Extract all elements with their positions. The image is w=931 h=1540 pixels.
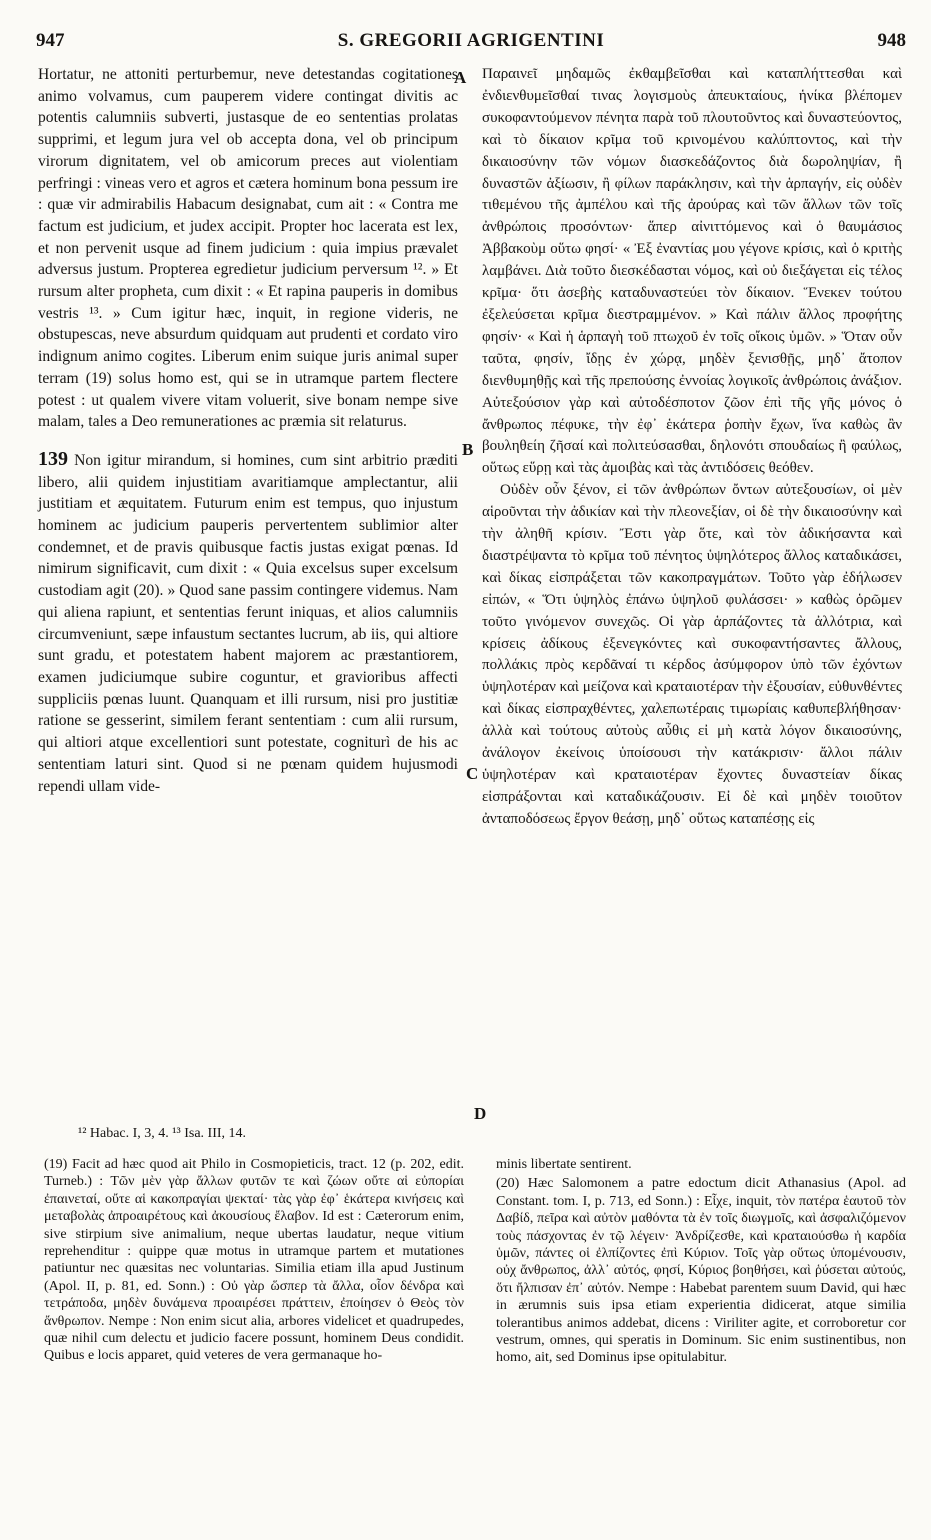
greek-paragraph-1: Παραινεῖ μηδαμῶς ἐκθαμβεῖσθαι καὶ καταπλήττεσθαι καὶ ἐνδιενθυμεῖσθαί τινας λογισμοὺς ἀπευκταίους, ἡνίκα βλέπομεν συκοφαντούμενον πένητα παρὰ τοῦ πλουτοῦντος καὶ δυναστεύοντος, καὶ τὸ δίκαιον κρῖμα τοῦ κρινομένου καλύπτοντος, καὶ τὴν δικαιοσύνην τῶν νόμων διασκεδάζοντος διὰ δωροληψίαν, ἢ δυναστῶν ἀξίωσιν, ἢ φίλων παράκλησιν, καὶ τὴν ἁρπαγήν, εἰς οὐδὲν τιθεμένου τῆς ἀμπέλου καὶ τῆς ἀρούρας καὶ τῶν ἄλλων τῶν τοῖς ἀνθρώποις προσόντων· ἅπερ αἰνιττόμενος καὶ ὁ θαυμάσιος Ἀββακοὺμ οὕτω φησί· « Ἐξ ἐναντίας μου γέγονε κρίσις, καὶ ὁ κριτὴς λαμβάνει. Διὰ τοῦτο διεσκέδασται νόμος, καὶ οὐ διεξάγεται εἰς τέλος κρῖμα· ὅτι ἀσεβὴς καταδυναστεύει τὸν δίκαιον. Ἕνεκεν τούτου ἐξελεύσεται κρῖμα διεστραμμένον. » Καὶ πάλιν ἄλλος προφήτης φησίν· « Καὶ ἡ ἁρπαγὴ τοῦ πτωχοῦ ἐν τοῖς οἴκοις ὑμῶν. » Ὅταν οὖν ταῦτα, φησίν, ἴδῃς ἐν χώρᾳ, μηδὲν ξενισθῇς, μηδ᾽ ἄτοπον διενθυμηθῇς καὶ τῆς πρεπούσης ἐννοίας λογικοῖς ἀνθρώποις ἀνάξιον. Αὐτεξούσιον γὰρ καὶ αὐτοδέσποτον ζῶον ἐπὶ τῆς γῆς μόνος ὁ ἄνθρωπος πέφυκε, τὴν ἐφ᾽ ἑκάτερα ῥοπὴν ἔχων, ἵνα καθὼς ἂν βουληθείη ζῆσαί καὶ πολιτεύσασθαι, δηλονότι σπουδαίως ἢ φαύλως, οὕτως εὕρῃ καὶ τὰς ἀμοιβὰς καὶ τὰς ἀντιδόσεις θεόθεν. xyxy=(482,66,902,477)
latin-column xyxy=(38,64,458,797)
footnote-19: (19) Facit ad hæc quod ait Philo in Cosmopieticis, tract. 12 (p. 202, edit. Turneb.) : Τῶν μὲν γὰρ ἄλλων φυτῶν τε καὶ ζώων οὔτε αἱ εὐπορίαι ἐπαινεταί, οὔτε αἱ κακοπραγίαι ψεκταί· τὰς γὰρ ἐφ᾽ ἑκάτερα κινήσεις καὶ μεταβολὰς ἀπροαιρέτους καὶ ἀκουσίους ἔλαβον. Id est : Cæterorum enim, sive stirpium sive animalium, neque ubertas laudatur, neque vitium reprehenditur : quippe quæ motus in utramque partem et mutationes patiuntur nec quæsitas nec voluntarias. Similia etiam illa apud Justinum (Apol. II, p. 81, ed. Sonn.) : Οὐ γὰρ ὥσπερ τὰ ἄλλα, οἷον δένδρα καὶ τετράποδα, μηδὲν δυνάμενα προαιρέσει πράττειν, ἐποίησεν ὁ Θεὸς τὸν ἄνθρωπον. Nempe : Non enim sicut alia, arbores videlicet et quadrupedes, quæ nihil cum delectu et judicio facere possunt, hominem Deus condidit. Quibus e locis apparet, quid veteres de vera germanaque ho- xyxy=(44,1157,464,1364)
latin-paragraph-2 xyxy=(38,449,458,797)
margin-letter-a: A xyxy=(454,68,467,87)
page-number-right: 948 xyxy=(877,30,906,51)
margin-letter-d: D xyxy=(474,1104,487,1123)
section-number: 139 xyxy=(38,447,68,470)
footnote-20: (20) Hæc Salomonem a patre edoctum dicit Athanasius (Apol. ad Constant. tom. I, p. 713, ed Sonn.) : Εἶχε, inquit, τὸν πατέρα ἑαυτοῦ τὸν Δαβίδ, πεῖρα καὶ αὐτὸν μαθόντα τὰ ἐν τοῖς διωγμοῖς, καὶ ἀσφαλιζόμενον τοὺς πάσχοντας ἐν τῷ λέγειν· Ἀνδρίζεσθε, καὶ κραταιούσθω ἡ καρδία ὑμῶν, πάντες οἱ ἐλπίζοντες ἐπὶ Κύριον. Τοῖς γὰρ οὕτως ὑπομένουσιν, οὐχ ἄνθρωπος, ἀλλ᾽ αὐτός, φησί, Κύριος βοηθήσει, καὶ ῥύσεται αὐτούς, ὅτι ἤλπισαν ἐπ᾽ αὐτόν. Nempe : Habebat parentem suum David, qui hæc in ærumnis suis ipsa etiam experientia didicerat, atque similia tolerantibus animos addebat, dicens : Viriliter agite, et corroboretur cor vestrum, omnes, qui speratis in Dominum. Sic enim sustinentibus, non homo, ait, sed Dominus ipse opitulabitur. xyxy=(496,1176,906,1366)
latin-paragraph-2-text: Non igitur mirandum, si homines, cum sint arbitrio præditi libero, alii quidem injustitiam avaritiamque amplectantur, alii justitiam et æquitatem. Futurum enim est tempus, quo injustum hominem ac judicium pauperis pervertentem sublimior alter condemnet, et de pravis quibusque factis justas exigat pœnas. Id nimirum significavit, cum dixit : « Quia excelsus super excelsum custodiam agit (20). » Quod sane passim contingere videmus. Nam qui aliena rapiunt, et sententias ferunt iniquas, et alios calumniis circumveniunt, sæpe infaustum sectantes lucrum, ab iis, qui altiore sunt gradu, et potestatem habent majorem ac præstantiorem, examen judiciumque subire coguntur, et gravioribus affecti suppliciis pœnas luunt. Quanquam et illi rursum, nisi pro justitiæ ratione se gesserint, similem ferant sententiam : cum alii rursum, qui altiori atque excellentiori sunt potestate, cogniturì de his ac sententiam laturi sint. Quod si ne pœnam quidem hujusmodi rependi ullam vide- xyxy=(38,451,458,795)
footnotes-left xyxy=(44,1156,464,1365)
margin-letter-c: C xyxy=(466,764,479,783)
footnote-19-continuation: minis libertate sentirent. xyxy=(496,1157,632,1172)
running-title: S. GREGORII AGRIGENTINI xyxy=(337,30,605,51)
running-header xyxy=(36,30,906,56)
latin-paragraph-1: Hortatur, ne attoniti perturbemur, neve detestandas cogitationes animo volvamus, cum pauperem videre contingat divitis ac potentis calumniis subverti, justasque de eo sententias prolatas supprimi, et legum jura vel ob accepta dona, vel ob principum virorum dignitatem, vel ob amicorum preces aut violentiam perfringi : vineas vero et agros et cætera hominum bona pessum ire : quæ vir admirabilis Habacum designabat, cum ait : « Contra me factum est judicium, et judex accipit. Propter hoc lacerata est lex, et non pervenit usque ad finem judicium : quia impius prævalet adversus justum. Propterea egredietur judicium perversum ¹². » Et rursum alter propheta, cum dixit : « Et rapina pauperis in domibus vestris ¹³. » Cum igitur hæc, inquit, in regione videris, ne obstupescas, neve absurdum quidquam aut prudenti et cordato viro indignum animo cogites. Liberum enim suique juris animal super terram (19) solus homo est, qui se in utramque partem flectere potest : ut qualem vivere vitam voluerit, sive bonam nempe sive malam, tales a Deo remunerationes ac præmia sit relaturus. xyxy=(38,66,458,431)
greek-paragraph-2: Οὐδὲν οὖν ξένον, εἰ τῶν ἀνθρώπων ὄντων αὐτεξουσίων, οἱ μὲν αἱροῦνται τὴν ἀδικίαν καὶ τὴν πλεονεξίαν, οἱ δὲ τὴν δικαιοσύνην καὶ τὴν ἀληθῆ κρίσιν. Ἔστι γὰρ ὅτε, καὶ τὸν ἀδικήσαντα καὶ διαστρέψαντα τὸ κρῖμα τοῦ πένητος ὑψηλότερος ἄλλος καταδικάσει, καὶ δίκας εἰσπράξεται τῶν κακοπραγμάτων. Τοῦτο γὰρ ἐδήλωσεν εἰπών, « Ὅτι ὑψηλὸς ἐπάνω ὑψηλοῦ φυλάσσει· » καθὼς ὁρῶμεν τοῦτο γινόμενον συνεχῶς. Οἱ γὰρ ἁρπάζοντες τὰ ἀλλότρια, καὶ κρίσεις ἀδίκους ἐξενεγκόντες καὶ συκοφαντήσαντες ἄλλους, πολλάκις πρὸς κερδᾶναί τι κέρδος ἀσύμφορον ὑπὸ τῶν ἐχόντων ὑψηλοτέραν καὶ μείζονα καὶ κραταιοτέραν τὴν ἐξουσίαν, εὐθυνθέντες καὶ δίκας εἰσπραχθέντες, χαλεπωτέραις τιμωρίαις καθυπεβλήθησαν· ἀλλὰ καὶ τούτους αὐτοὺς αὖθις εἰ μὴ κατὰ λόγον δικαιοσύνης, ἀνάλογον ἐκείνοις ὑποίσουσι τὴν κατάκρισιν· ἄλλοι πάλιν ὑψηλοτέραν καὶ κραταιοτέραν ἔχοντες δυναστείαν δίκας εἰσπράξονται καὶ καταδικάζουσιν. Εἰ δὲ καὶ μηδὲν τοιοῦτον ἀνταποδόσεως ἔργον θεάσῃ, μηδ᾽ οὕτως καταπέσῃς εἰς xyxy=(482,482,902,827)
footnote-references: ¹² Habac. I, 3, 4. ¹³ Isa. III, 14. xyxy=(78,1126,247,1141)
greek-column xyxy=(482,64,902,831)
page-number-left: 947 xyxy=(36,30,65,51)
footnotes-right xyxy=(496,1156,906,1367)
margin-letter-b: B xyxy=(462,440,474,459)
